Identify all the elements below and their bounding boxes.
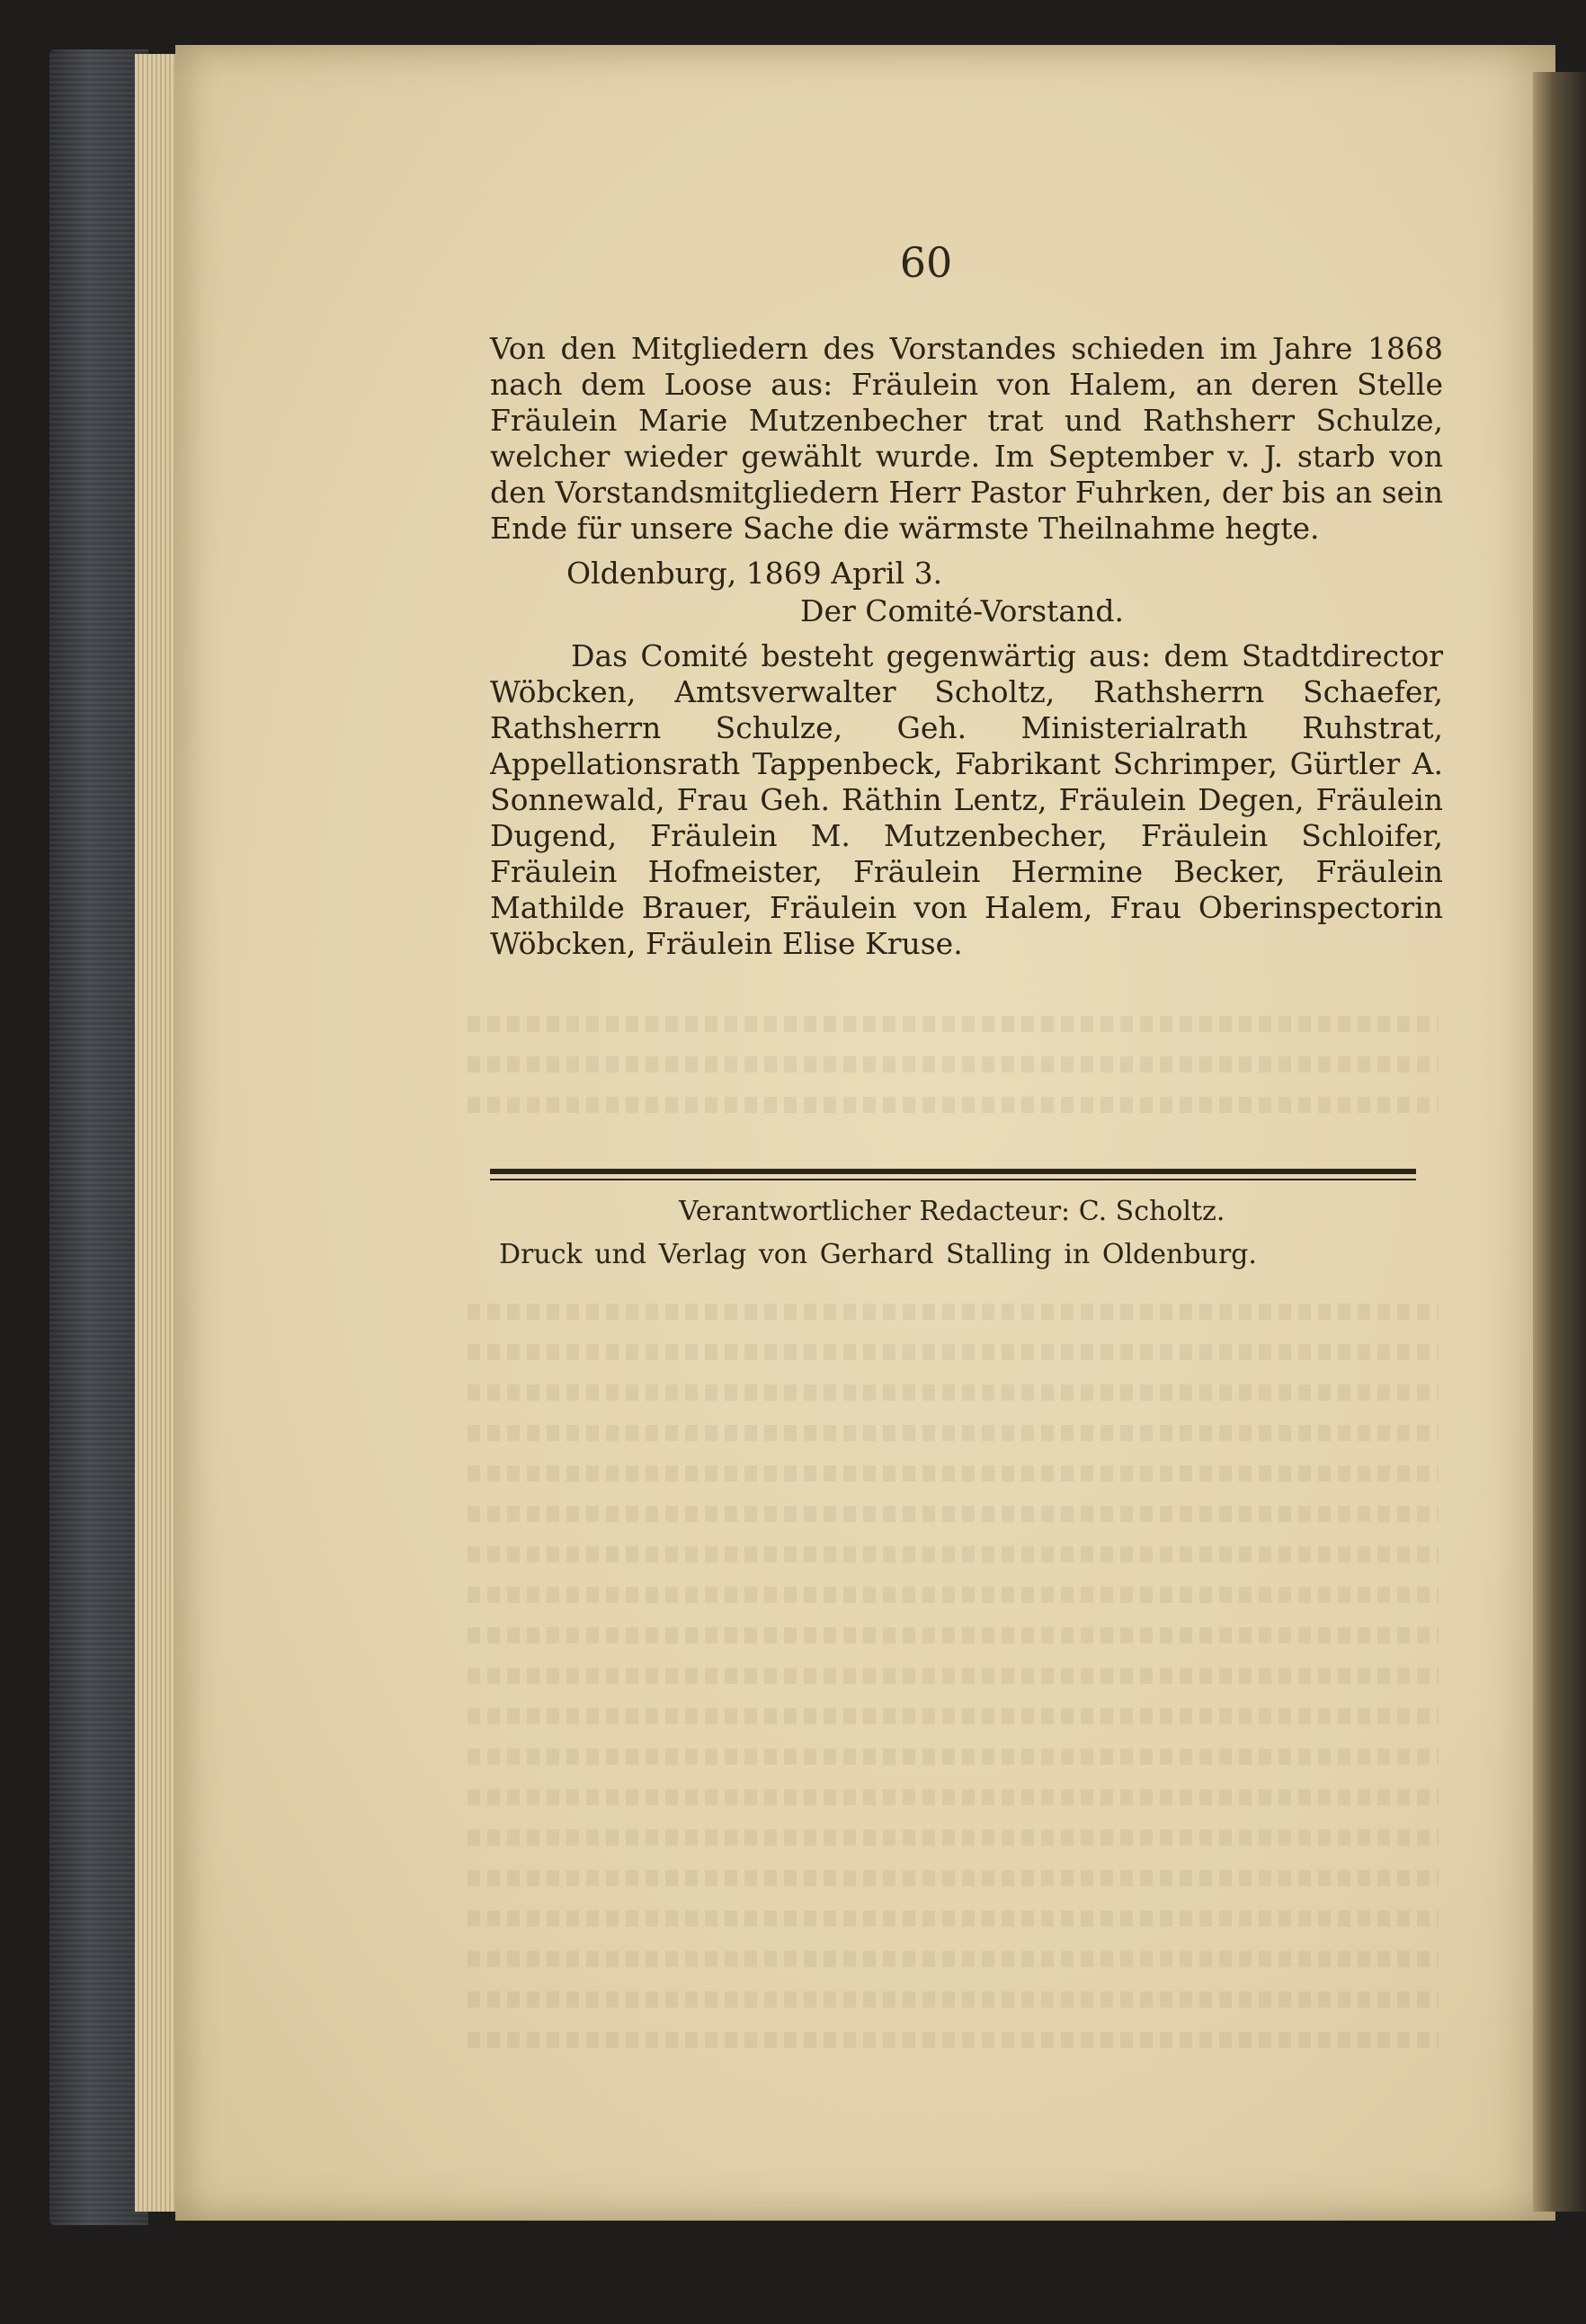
show-through-line bbox=[468, 1056, 1439, 1073]
show-through-line bbox=[468, 1097, 1439, 1113]
show-through-line bbox=[468, 1304, 1439, 1320]
show-through-line bbox=[468, 1385, 1439, 1401]
show-through-line bbox=[468, 1668, 1439, 1684]
show-through-line bbox=[468, 1870, 1439, 1886]
show-through-line bbox=[468, 1951, 1439, 1967]
show-through-line bbox=[468, 1016, 1439, 1032]
show-through-line bbox=[468, 1344, 1439, 1360]
book-cover-texture bbox=[49, 49, 148, 2225]
show-through-line bbox=[468, 1465, 1439, 1482]
printer-line: Druck und Verlag von Gerhard Stalling in Oldenburg. bbox=[499, 1239, 1257, 1270]
show-through-line bbox=[468, 1627, 1439, 1643]
show-through-line bbox=[468, 1546, 1439, 1563]
divider-thick bbox=[490, 1169, 1416, 1174]
book-gutter bbox=[1533, 72, 1586, 2212]
show-through-line bbox=[468, 1830, 1439, 1846]
show-through-line bbox=[468, 2032, 1439, 2048]
paragraph-committee-members: Das Comité besteht gegenwärtig aus: dem Stadtdirector Wöbcken, Amtsverwalter Scholtz, Rathsherrn Schaefer, Rathsherrn Schulze, Geh. Ministerialrath Ruhstrat, Appellationsrath Tappenbeck, Fabrikant Schrimper, Gürtler A. Sonnewald, Frau Geh. Räthin Lentz, Fräulein Degen, Fräulein Dugend, Fräulein M. Mutzenbecher, Fräulein Schloifer, Fräulein Hofmeister, Fräulein Hermine Becker, Fräulein Mathilde Brauer, Fräulein von Halem, Frau Oberinspectorin Wöbcken, Fräulein Elise Kruse. bbox=[490, 638, 1443, 961]
show-through-line bbox=[468, 1789, 1439, 1805]
divider-thin bbox=[490, 1179, 1416, 1180]
show-through-line bbox=[468, 1506, 1439, 1522]
show-through-line bbox=[468, 1991, 1439, 2008]
paragraph-board-changes: Von den Mitgliedern des Vorstandes schieden im Jahre 1868 nach dem Loose aus: Fräulein von Halem, an deren Stelle Fräulein Marie Mutzenbecher trat und Rathsherr Schulze, welcher wieder gewählt wurde. Im September v. J. starb von den Vorstandsmitgliedern Herr Pastor Fuhrken, der bis an sein Ende für unsere Sache die wärmste Theilnahme hegte. bbox=[490, 331, 1443, 546]
show-through-line bbox=[468, 1910, 1439, 1927]
show-through-line bbox=[468, 1425, 1439, 1441]
signature-line: Der Comité-Vorstand. bbox=[800, 593, 1124, 628]
show-through-line bbox=[468, 1708, 1439, 1724]
page-number: 60 bbox=[899, 238, 953, 287]
show-through-line bbox=[468, 1749, 1439, 1765]
editor-line: Verantwortlicher Redacteur: C. Scholtz. bbox=[679, 1196, 1225, 1227]
place-date-line: Oldenburg, 1869 April 3. bbox=[566, 556, 943, 591]
show-through-line bbox=[468, 1587, 1439, 1603]
